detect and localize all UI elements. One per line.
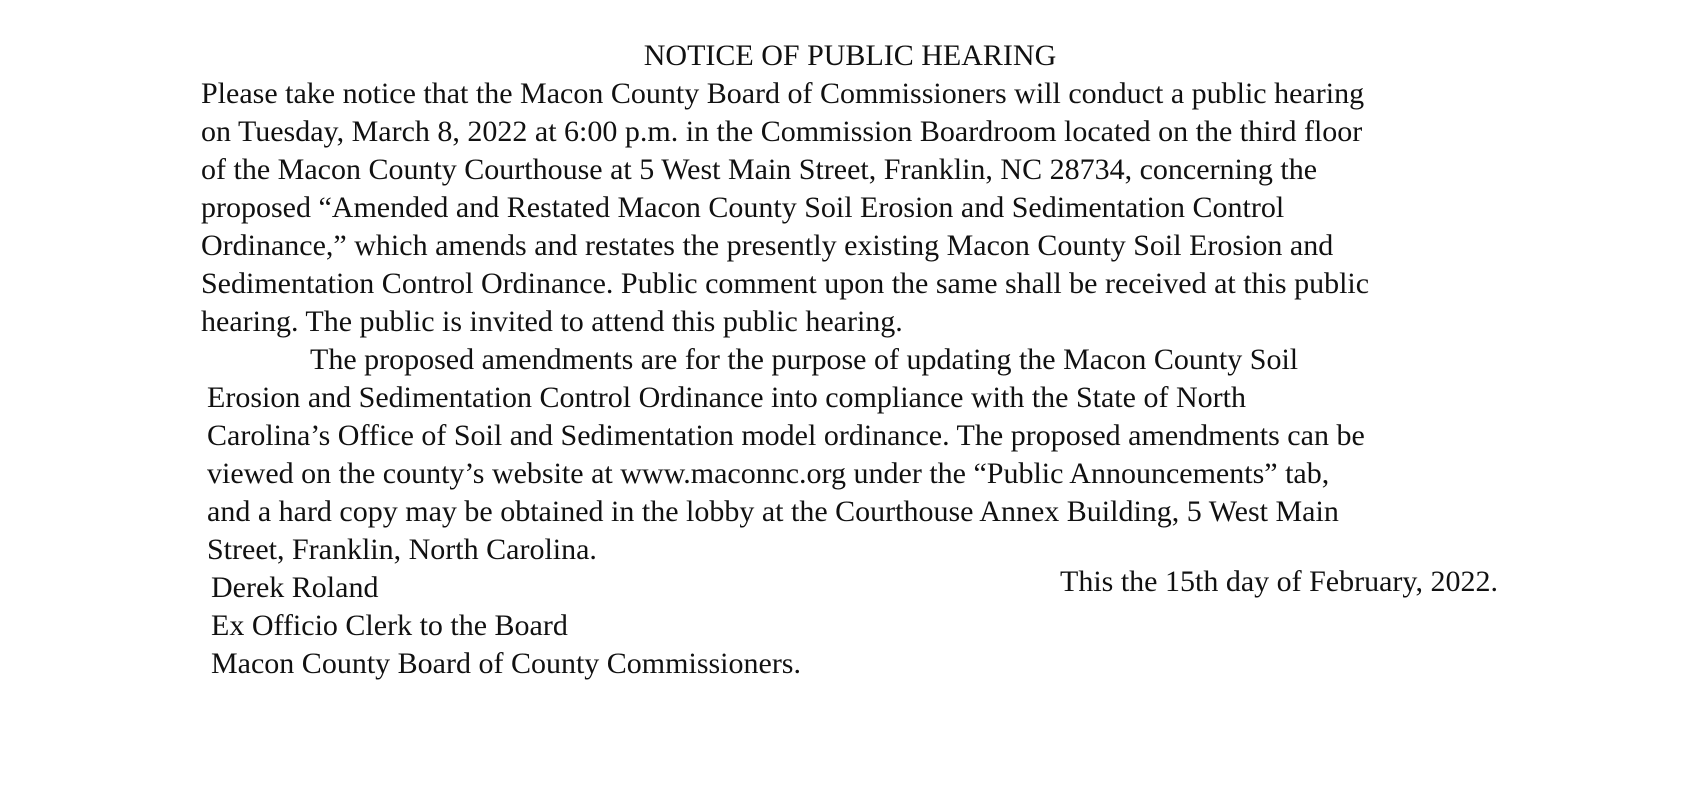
paragraph-1-line: proposed “Amended and Restated Macon County Soil Erosion and Sedimentation Control <box>201 191 1285 224</box>
paragraph-2-line: and a hard copy may be obtained in the lobby at the Courthouse Annex Building, 5 West Main <box>207 495 1339 528</box>
paragraph-2-line: viewed on the county’s website at www.maconnc.org under the “Public Announcements” tab, <box>207 457 1330 490</box>
date-line: This the 15th day of February, 2022. <box>1060 565 1498 598</box>
paragraph-2-line: Erosion and Sedimentation Control Ordinance into compliance with the State of North <box>207 381 1246 414</box>
signer-role: Ex Officio Clerk to the Board <box>211 609 568 642</box>
paragraph-1-line: on Tuesday, March 8, 2022 at 6:00 p.m. in the Commission Boardroom located on the third floor <box>201 115 1363 148</box>
signer-name: Derek Roland <box>211 571 379 604</box>
notice-title: NOTICE OF PUBLIC HEARING <box>643 39 1057 72</box>
paragraph-2-line: Carolina’s Office of Soil and Sedimentation model ordinance. The proposed amendments can be <box>207 419 1365 452</box>
paragraph-1-line: Ordinance,” which amends and restates the presently existing Macon County Soil Erosion and <box>201 229 1334 262</box>
paragraph-2-line: The proposed amendments are for the purpose of updating the Macon County Soil <box>310 343 1299 376</box>
paragraph-1-line: of the Macon County Courthouse at 5 West Main Street, Franklin, NC 28734, concerning the <box>201 153 1318 186</box>
paragraph-1-line: hearing. The public is invited to attend this public hearing. <box>201 305 903 338</box>
paragraph-1-line: Sedimentation Control Ordinance. Public comment upon the same shall be received at this public <box>201 267 1370 300</box>
paragraph-2-line: Street, Franklin, North Carolina. <box>207 533 597 566</box>
paragraph-1-line: Please take notice that the Macon County Board of Commissioners will conduct a public hearing <box>201 77 1365 110</box>
signer-organization: Macon County Board of County Commissioners. <box>211 647 801 680</box>
